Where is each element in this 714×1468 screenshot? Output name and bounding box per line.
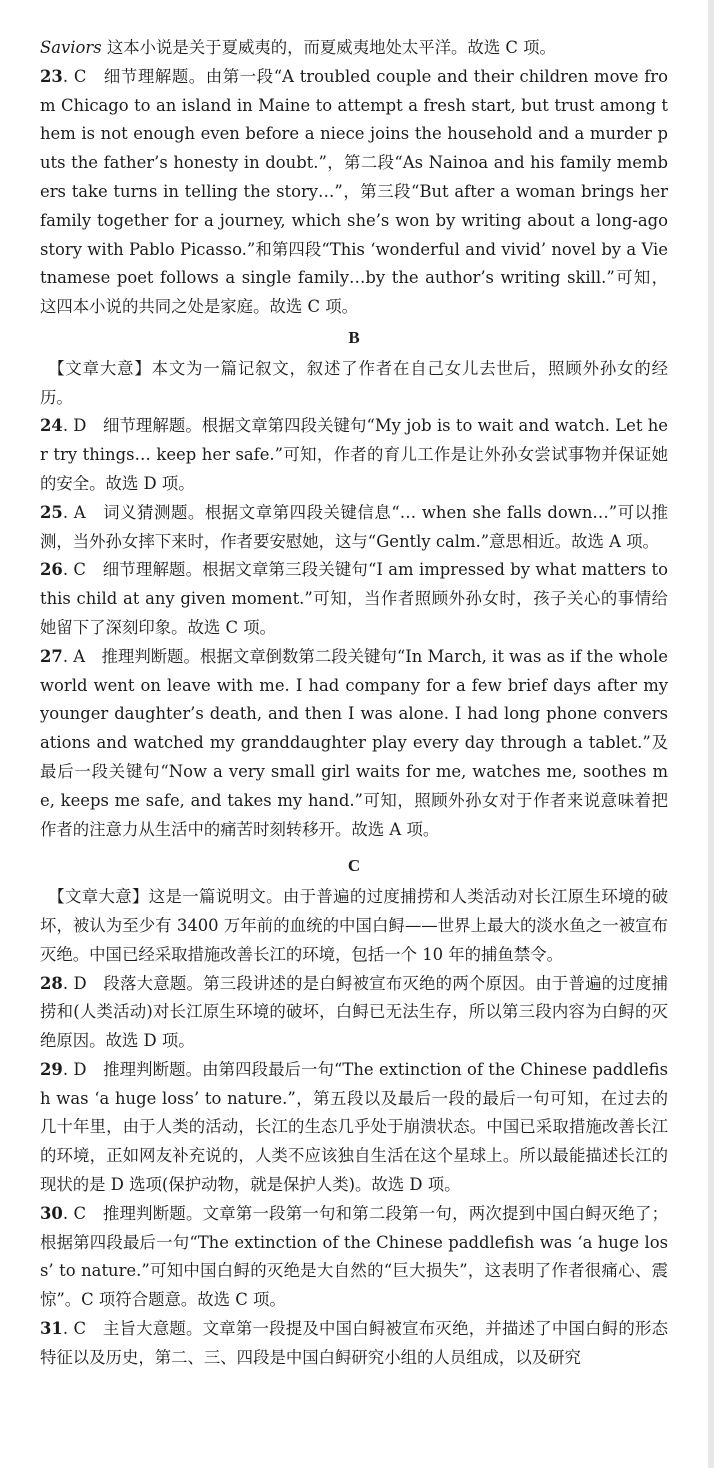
answer-28 [40, 970, 668, 1056]
question-number: 29 [40, 1059, 63, 1079]
page-edge-shadow [708, 0, 714, 1468]
question-number: 28 [40, 973, 63, 993]
answer-text: . D 段落大意题。第三段讲述的是白鲟被宣布灭绝的两个原因。由于普遍的过度捕捞和(人类活动)对长江原生环境的破坏，白鲟已无法生存，所以第三段内容为白鲟的灭绝原因。故选 D 项。 [40, 973, 668, 1051]
answer-26 [40, 556, 668, 642]
answer-25 [40, 499, 668, 557]
answer-text: . A 推理判断题。根据文章倒数第二段关键句“In March, it was as if the whole world went on leave with me. I had company for a few brief days after my younger daughter’s death, and then I was alone. I had long phone conversations and watched my granddaughter play every day through a tablet.”及最后一段关键句“Now a very small girl waits for me, watches me, soothes me, keeps me safe, and takes my hand.”可知，照顾外孙女对于作者来说意味着把作者的注意力从生活中的痛苦时刻转移开。故选 A 项。 [40, 646, 668, 839]
section-heading-c: C [347, 856, 361, 876]
question-number: 31 [40, 1319, 63, 1339]
question-number: 23 [40, 66, 63, 86]
question-number: 27 [40, 646, 63, 666]
answer-explanation-page [40, 34, 668, 1373]
paragraph-saviors [40, 34, 668, 63]
answer-text: . C 细节理解题。由第一段“A troubled couple and their children move from Chicago to an island in Maine to attempt a fresh start, but trust among them is not enough even before a niece joins the household and a murder puts the father’s honesty in doubt.”，第二段“As Nainoa and his family members take turns in telling the story…”，第三段“But after a woman brings her family together for a journey, which she’s won by writing about a long-ago story with Pablo Picasso.”和第四段“This ‘wonderful and vivid’ novel by a Vietnamese poet follows a single family…by the author’s writing skill.”可知，这四本小说的共同之处是家庭。故选 C 项。 [40, 66, 668, 317]
answer-text: . A 词义猜测题。根据文章第四段关键信息“… when she falls down…”可以推测，当外孙女摔下来时，作者要安慰她，这与“Gently calm.”意思相近。故选 A 项。 [40, 502, 668, 551]
summary-c: 【文章大意】这是一篇说明文。由于普遍的过度捕捞和人类活动对长江原生环境的破坏，被认为至少有 3400 万年前的血统的中国白鲟——世界上最大的淡水鱼之一被宣布灭绝。中国已经采取措施改善长江的环境，包括一个 10 年的捕鱼禁令。 [40, 887, 668, 964]
answer-text: . D 细节理解题。根据文章第四段关键句“My job is to wait and watch. Let her try things… keep her safe.”可知，作者的育儿工作是让外孙女尝试事物并保证她的安全。故选 D 项。 [40, 416, 668, 493]
answer-27 [40, 643, 668, 845]
answer-29 [40, 1056, 668, 1200]
question-number: 26 [40, 560, 63, 580]
answer-30 [40, 1200, 668, 1315]
question-number: 30 [40, 1203, 63, 1223]
summary-b: 【文章大意】本文为一篇记叙文，叙述了作者在自己女儿去世后，照顾外孙女的经历。 [40, 358, 668, 407]
question-number: 24 [40, 416, 63, 436]
section-heading-b: B [348, 327, 360, 347]
answer-31 [40, 1315, 668, 1373]
answer-text: . D 推理判断题。由第四段最后一句“The extinction of the Chinese paddlefish was ‘a huge loss’ to nature.”，第五段以及最后一段的最后一句可知，在过去的几十年里，由于人类的活动，长江的生态几乎处于崩溃状态。中国已采取措施改善长江的环境，正如网友补充说的，人类不应该独自生活在这个星球上。所以最能描述长江的现状的是 D 选项(保护动物，就是保护人类)。故选 D 项。 [40, 1059, 668, 1195]
answer-text: . C 细节理解题。根据文章第三段关键句“I am impressed by what matters to this child at any given moment.”可知，当作者照顾外孙女时，孩子关心的事情给她留下了深刻印象。故选 C 项。 [40, 560, 668, 637]
answer-23 [40, 63, 668, 322]
paragraph-text: 这本小说是关于夏威夷的，而夏威夷地处太平洋。故选 C 项。 [101, 38, 556, 57]
book-title-italic: Saviors [40, 38, 102, 57]
answer-24 [40, 412, 668, 498]
answer-text: . C 主旨大意题。文章第一段提及中国白鲟被宣布灭绝，并描述了中国白鲟的形态特征以及历史，第二、三、四段是中国白鲟研究小组的人员组成，以及研究 [40, 1319, 668, 1367]
answer-text: . C 推理判断题。文章第一段第一句和第二段第一句，两次提到中国白鲟灭绝了；根据第四段最后一句“The extinction of the Chinese paddlefish was ‘a huge loss’ to nature.”可知中国白鲟的灭绝是大自然的“巨大损失”，这表明了作者很痛心、震惊”。C 项符合题意。故选 C 项。 [40, 1203, 668, 1310]
question-number: 25 [40, 502, 63, 522]
